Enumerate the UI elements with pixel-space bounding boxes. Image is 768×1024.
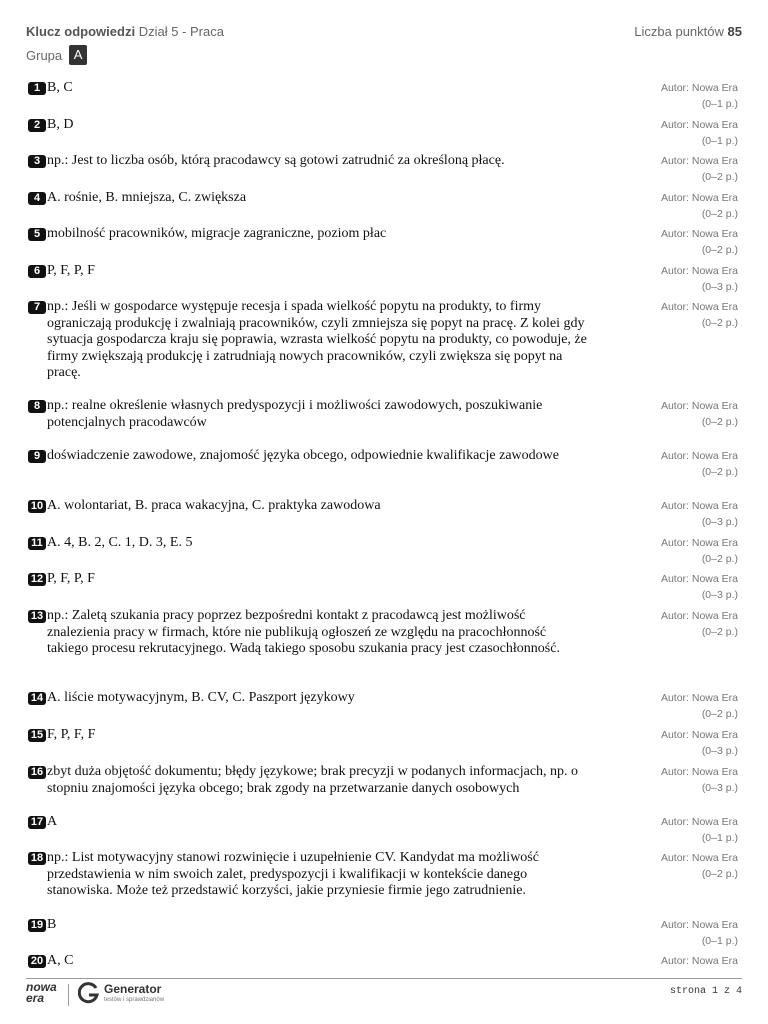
author-label: Autor: Nowa Era: [660, 537, 738, 549]
nowa-era-logo: [26, 982, 57, 1004]
question-number-badge: 19: [28, 919, 46, 932]
points-range: (0–2 p.): [701, 708, 738, 720]
document-title: [26, 24, 224, 39]
generator-logo-text: [104, 982, 164, 1004]
answer-meta: [661, 80, 738, 112]
author-label: Autor: Nowa Era: [660, 265, 738, 277]
question-number-badge: 15: [28, 729, 46, 742]
answer-text: A. rośnie, B. mniejsza, C. zwiększa: [47, 190, 247, 205]
question-number-badge: 16: [28, 766, 46, 779]
author-label: Autor: Nowa Era: [660, 450, 738, 462]
points-range: (0–2 p.): [701, 626, 738, 638]
answer-text: zbyt duża objętość dokumentu; błędy językowe; brak precyzji w podanych informacjach, np. o stopniu znajomości języka obcego; brak zgody na przetwarzanie danych osobowych: [47, 764, 579, 796]
answer-meta: [661, 448, 738, 480]
answer-meta: [661, 571, 738, 603]
points-range: (0–3 p.): [701, 516, 738, 528]
logo-nowa-text: nowa: [26, 980, 57, 994]
points-range: (0–2 p.): [701, 208, 738, 220]
question-number-badge: 4: [28, 192, 46, 205]
page-header: [26, 24, 742, 68]
answer-text: P, F, P, F: [47, 263, 95, 278]
question-number-badge: 7: [28, 301, 46, 314]
question-number-badge: 6: [28, 265, 46, 278]
answer-text: A, C: [47, 953, 74, 968]
question-number-badge: 11: [28, 537, 46, 550]
points-range: (0–3 p.): [701, 745, 738, 757]
answer-text: np.: List motywacyjny stanowi rozwinięcie i uzupełnienie CV. Kandydat ma możliwość przedstawienia w nim swoich zalet, predyspozycji i kwalifikacji w kontekście danego stanowiska. Może też przedstawić korzyści, jakie przyniesie firmie jego zatrudnienie.: [47, 850, 539, 898]
answer-text: B, C: [47, 80, 73, 95]
logo-separator: [68, 984, 69, 1006]
answer-text: np.: realne określenie własnych predyspozycji i możliwości zawodowych, poszukiwanie potencjalnych pracodawców: [47, 398, 543, 430]
answer-meta: [661, 608, 738, 640]
points-range: (0–2 p.): [701, 171, 738, 183]
answer-text: np.: Jest to liczba osób, którą pracodawcy są gotowi zatrudnić za określoną płacę.: [47, 153, 505, 168]
author-label: Autor: Nowa Era: [660, 82, 738, 94]
question-number-badge: 13: [28, 610, 46, 623]
group-label: Grupa: [26, 47, 63, 63]
answer-text: doświadczenie zawodowe, znajomość języka obcego, odpowiednie kwalifikacje zawodowe: [47, 448, 559, 463]
author-label: Autor: Nowa Era: [660, 301, 738, 313]
answer-meta: [661, 190, 738, 222]
answer-meta: [661, 153, 738, 185]
page-number: strona 1 z 4: [669, 986, 742, 997]
answer-meta: [661, 498, 738, 530]
answer-meta: [661, 263, 738, 295]
answer-text: B, D: [47, 117, 74, 132]
answer-text: P, F, P, F: [47, 571, 95, 586]
page-footer: [26, 982, 742, 1012]
answer-text: A. 4, B. 2, C. 1, D. 3, E. 5: [47, 535, 193, 550]
group-badge: A: [69, 45, 87, 65]
author-label: Autor: Nowa Era: [660, 692, 738, 704]
question-number-badge: 5: [28, 228, 46, 241]
points-range: (0–1 p.): [701, 832, 738, 844]
answer-meta: [661, 850, 738, 882]
answer-text: np.: Jeśli w gospodarce występuje recesja i spada wielkość popytu na produkty, to firmy ograniczają produkcję i zwalniają pracowników, czyli zmniejsza się popyt na pracę. Z kolei gdy sytuacja gospodarcza kraju się poprawia, wzrasta wielkość popytu na produkty, co powoduje, że firmy zwiększają produkcję i zatrudniają nowych pracowników, czyli zwiększa się popyt na pracę.: [47, 299, 587, 380]
question-number-badge: 10: [28, 500, 46, 513]
question-number-badge: 14: [28, 692, 46, 705]
generator-g-icon: [78, 982, 100, 1004]
footer-divider: [26, 978, 742, 979]
answer-text: A: [47, 814, 58, 829]
points-range: (0–3 p.): [701, 281, 738, 293]
points-range: (0–2 p.): [701, 317, 738, 329]
title-rest: Dział 5 - Praca: [138, 24, 224, 39]
points-range: (0–2 p.): [701, 466, 738, 478]
answer-meta: [661, 953, 738, 969]
title-bold: Klucz odpowiedzi: [26, 24, 136, 39]
points-range: (0–3 p.): [701, 782, 738, 794]
answer-meta: [661, 764, 738, 796]
generator-title: Generator: [104, 982, 162, 996]
answer-meta: [661, 727, 738, 759]
author-label: Autor: Nowa Era: [660, 729, 738, 741]
points-range: (0–2 p.): [701, 868, 738, 880]
group-indicator: [26, 45, 87, 65]
answer-meta: [661, 917, 738, 949]
author-label: Autor: Nowa Era: [660, 955, 738, 967]
answer-text: A. liście motywacyjnym, B. CV, C. Paszport językowy: [47, 690, 355, 705]
author-label: Autor: Nowa Era: [660, 500, 738, 512]
answer-meta: [661, 299, 738, 331]
points-range: (0–1 p.): [701, 935, 738, 947]
answer-meta: [661, 535, 738, 567]
points-range: (0–3 p.): [701, 589, 738, 601]
logo-era-text: era: [26, 991, 45, 1005]
points-total: [634, 24, 742, 39]
points-value: 85: [727, 24, 742, 39]
author-label: Autor: Nowa Era: [660, 192, 738, 204]
answer-meta: [661, 398, 738, 430]
question-number-badge: 17: [28, 816, 46, 829]
points-range: (0–1 p.): [701, 98, 738, 110]
points-label: Liczba punktów: [634, 24, 724, 39]
author-label: Autor: Nowa Era: [660, 400, 738, 412]
author-label: Autor: Nowa Era: [660, 573, 738, 585]
author-label: Autor: Nowa Era: [660, 228, 738, 240]
question-number-badge: 3: [28, 155, 46, 168]
question-number-badge: 18: [28, 852, 46, 865]
author-label: Autor: Nowa Era: [660, 816, 738, 828]
answer-text: A. wolontariat, B. praca wakacyjna, C. praktyka zawodowa: [47, 498, 381, 513]
generator-subtitle: testów i sprawdzianów: [104, 997, 165, 1003]
author-label: Autor: Nowa Era: [660, 766, 738, 778]
answer-meta: [661, 226, 738, 258]
points-range: (0–2 p.): [701, 244, 738, 256]
points-range: (0–1 p.): [701, 135, 738, 147]
answer-text: mobilność pracowników, migracje zagraniczne, poziom płac: [47, 226, 387, 241]
answer-text: F, P, F, F: [47, 727, 96, 742]
answer-text: np.: Zaletą szukania pracy poprzez bezpośredni kontakt z pracodawcą jest możliwość znalezienia pracy w firmach, które nie publikują ogłoszeń ze względu na pracochłonność takiego procesu rekrutacyjnego. Wadą takiego sposobu szukania pracy jest czasochłonność.: [47, 608, 560, 656]
author-label: Autor: Nowa Era: [660, 919, 738, 931]
question-number-badge: 1: [28, 82, 46, 95]
question-number-badge: 20: [28, 955, 46, 968]
answer-meta: [661, 690, 738, 722]
answer-meta: [661, 814, 738, 846]
question-number-badge: 2: [28, 119, 46, 132]
answer-text: B: [47, 917, 57, 932]
points-range: (0–2 p.): [701, 416, 738, 428]
question-number-badge: 12: [28, 573, 46, 586]
answer-meta: [661, 117, 738, 149]
author-label: Autor: Nowa Era: [660, 119, 738, 131]
points-range: (0–2 p.): [701, 553, 738, 565]
author-label: Autor: Nowa Era: [660, 610, 738, 622]
question-number-badge: 9: [28, 450, 46, 463]
author-label: Autor: Nowa Era: [660, 155, 738, 167]
author-label: Autor: Nowa Era: [660, 852, 738, 864]
question-number-badge: 8: [28, 400, 46, 413]
